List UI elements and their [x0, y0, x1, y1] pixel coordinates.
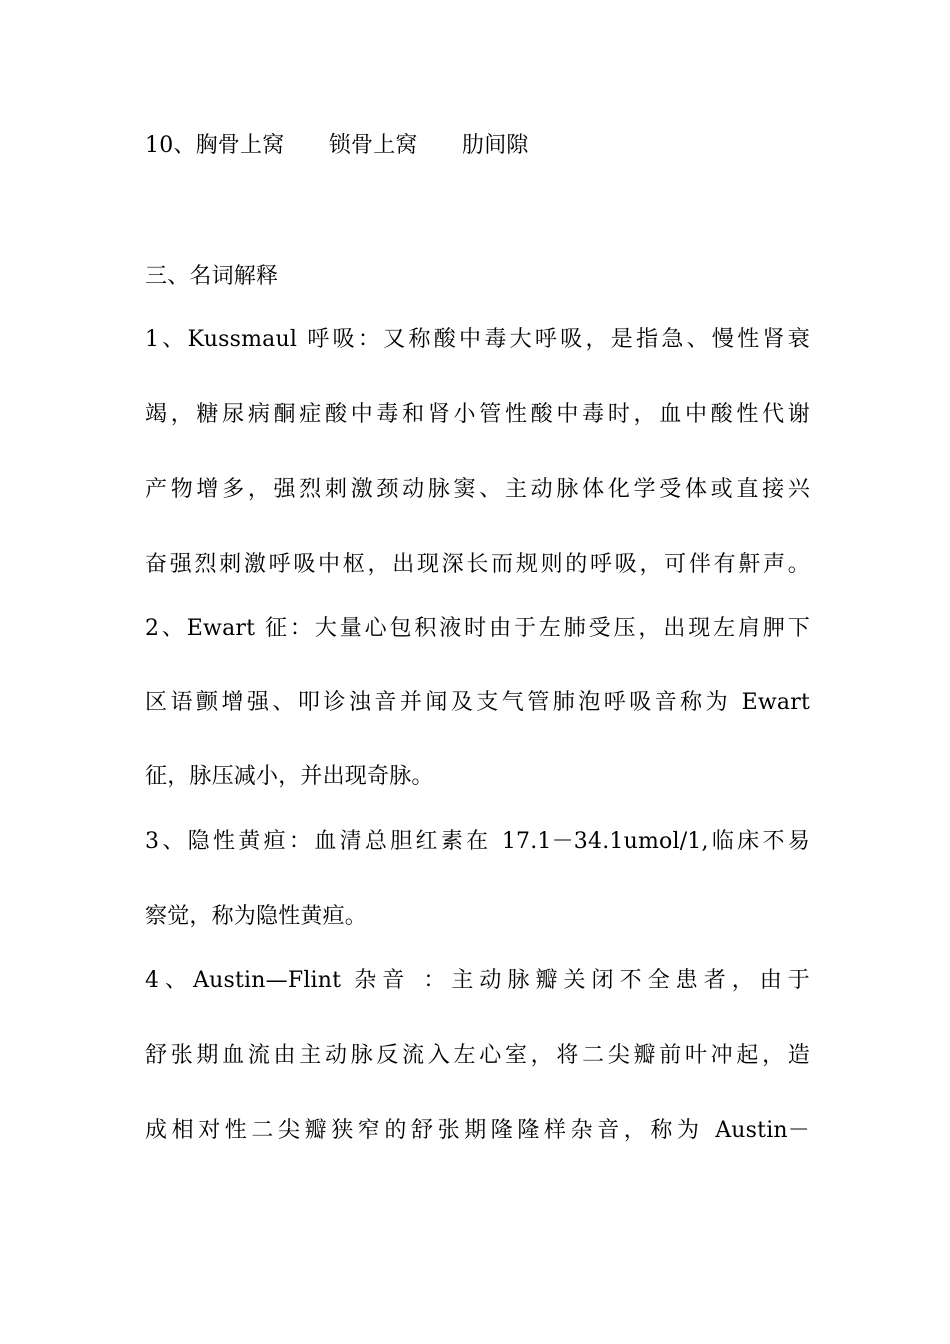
term-4-line-2: 舒张期血流由主动脉反流入左心室，将二尖瓣前叶冲起，造 [145, 1043, 810, 1068]
term-2-line-3: 征，脉压减小，并出现奇脉。 [145, 764, 434, 789]
term-3-line-2: 察觉，称为隐性黄疸。 [145, 904, 368, 929]
term-1-line-3: 产物增多，强烈刺激颈动脉窦、主动脉体化学受体或直接兴 [145, 477, 810, 502]
term-1-line-1: 1、Kussmaul 呼吸：又称酸中毒大呼吸，是指急、慢性肾衰 [145, 327, 810, 352]
term-4-line-1: 4、Austin—Flint 杂音 ：主动脉瓣关闭不全患者，由于 [145, 968, 810, 993]
answer-line-10: 10、胸骨上窝 锁骨上窝 肋间隙 [145, 133, 529, 158]
term-1-line-4: 奋强烈刺激呼吸中枢，出现深长而规则的呼吸，可伴有鼾声。 [145, 552, 810, 577]
term-3-line-1: 3、隐性黄疸：血清总胆红素在 17.1－34.1umol/1,临床不易 [145, 829, 810, 854]
term-2-line-2: 区语颤增强、叩诊浊音并闻及支气管肺泡呼吸音称为 Ewart [145, 690, 810, 715]
term-1-line-2: 竭，糖尿病酮症酸中毒和肾小管性酸中毒时，血中酸性代谢 [145, 402, 810, 427]
term-4-line-3: 成相对性二尖瓣狭窄的舒张期隆隆样杂音，称为 Austin－ [145, 1118, 810, 1143]
section-heading: 三、名词解释 [145, 264, 279, 289]
term-2-line-1: 2、Ewart 征：大量心包积液时由于左肺受压，出现左肩胛下 [145, 616, 810, 641]
